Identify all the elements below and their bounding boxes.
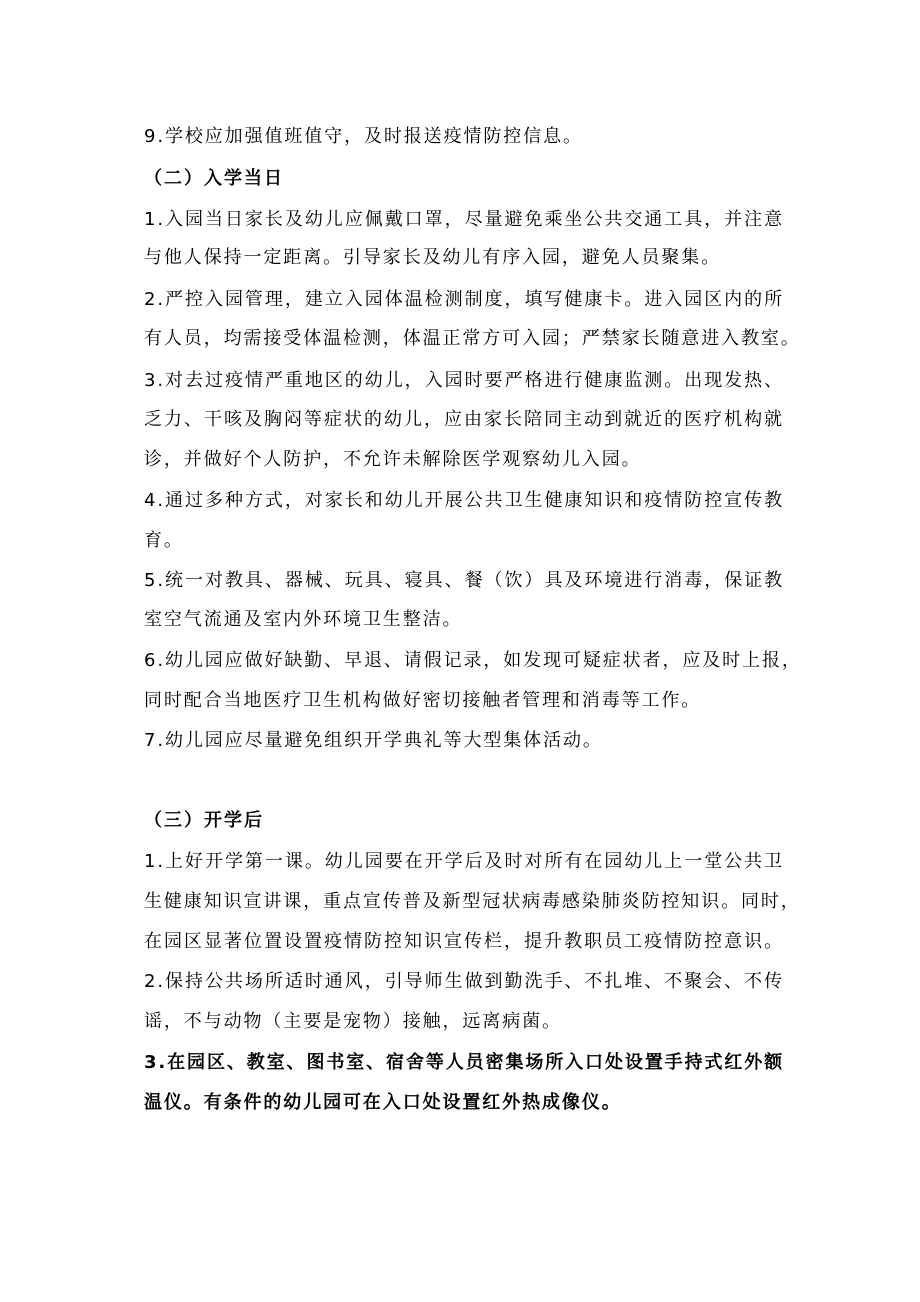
paragraph-line: 育。 [144, 530, 184, 551]
paragraph-line: 5.统一对教具、器械、玩具、寝具、餐（饮）具及环境进行消毒，保证教 [144, 570, 784, 591]
paragraph-line: 乏力、干咳及胸闷等症状的幼儿，应由家长陪同主动到就近的医疗机构就 [144, 409, 784, 430]
paragraph-line: 在园区显著位置设置疫情防控知识宣传栏，提升教职员工疫情防控意识。 [144, 931, 784, 952]
paragraph-line: 生健康知识宣讲课，重点宣传普及新型冠状病毒感染肺炎防控知识。同时， [144, 891, 801, 912]
paragraph-line: 1.入园当日家长及幼儿应佩戴口罩，尽量避免乘坐公共交通工具，并注意 [144, 209, 784, 230]
paragraph-line: 6.幼儿园应做好缺勤、早退、请假记录，如发现可疑症状者，应及时上报， [144, 650, 802, 671]
paragraph-line: 有人员，均需接受体温检测，体温正常方可入园；严禁家长随意进入教室。 [144, 328, 801, 349]
paragraph-line: 9.学校应加强值班值守，及时报送疫情防控信息。 [144, 126, 583, 147]
paragraph-line: 3.对去过疫情严重地区的幼儿，入园时要严格进行健康监测。出现发热、 [144, 370, 784, 391]
paragraph-line: 与他人保持一定距离。引导家长及幼儿有序入园，避免人员聚集。 [144, 247, 722, 268]
paragraph-line: 谣，不与动物（主要是宠物）接触，远离病菌。 [144, 1011, 562, 1032]
section-heading: （二）入学当日 [144, 168, 284, 189]
paragraph-line: 室空气流通及室内外环境卫生整洁。 [144, 609, 463, 630]
paragraph-line: 2.严控入园管理，建立入园体温检测制度，填写健康卡。进入园区内的所 [144, 289, 784, 310]
paragraph-line: 7.幼儿园应尽量避免组织开学典礼等大型集体活动。 [144, 730, 603, 751]
section-heading: （三）开学后 [144, 810, 264, 831]
paragraph-line: 同时配合当地医疗卫生机构做好密切接触者管理和消毒等工作。 [144, 690, 702, 711]
paragraph-line-bold: 3.在园区、教室、图书室、宿舍等人员密集场所入口处设置手持式红外额 [144, 1052, 785, 1073]
paragraph-line: 1.上好开学第一课。幼儿园要在开学后及时对所有在园幼儿上一堂公共卫 [144, 851, 784, 872]
paragraph-line: 诊，并做好个人防护，不允许未解除医学观察幼儿入园。 [144, 449, 642, 470]
paragraph-line: 2.保持公共场所适时通风，引导师生做到勤洗手、不扎堆、不聚会、不传 [144, 971, 784, 992]
paragraph-line: 4.通过多种方式，对家长和幼儿开展公共卫生健康知识和疫情防控宣传教 [144, 490, 784, 511]
paragraph-line-bold: 温仪。有条件的幼儿园可在入口处设置红外热成像仪。 [144, 1092, 622, 1113]
